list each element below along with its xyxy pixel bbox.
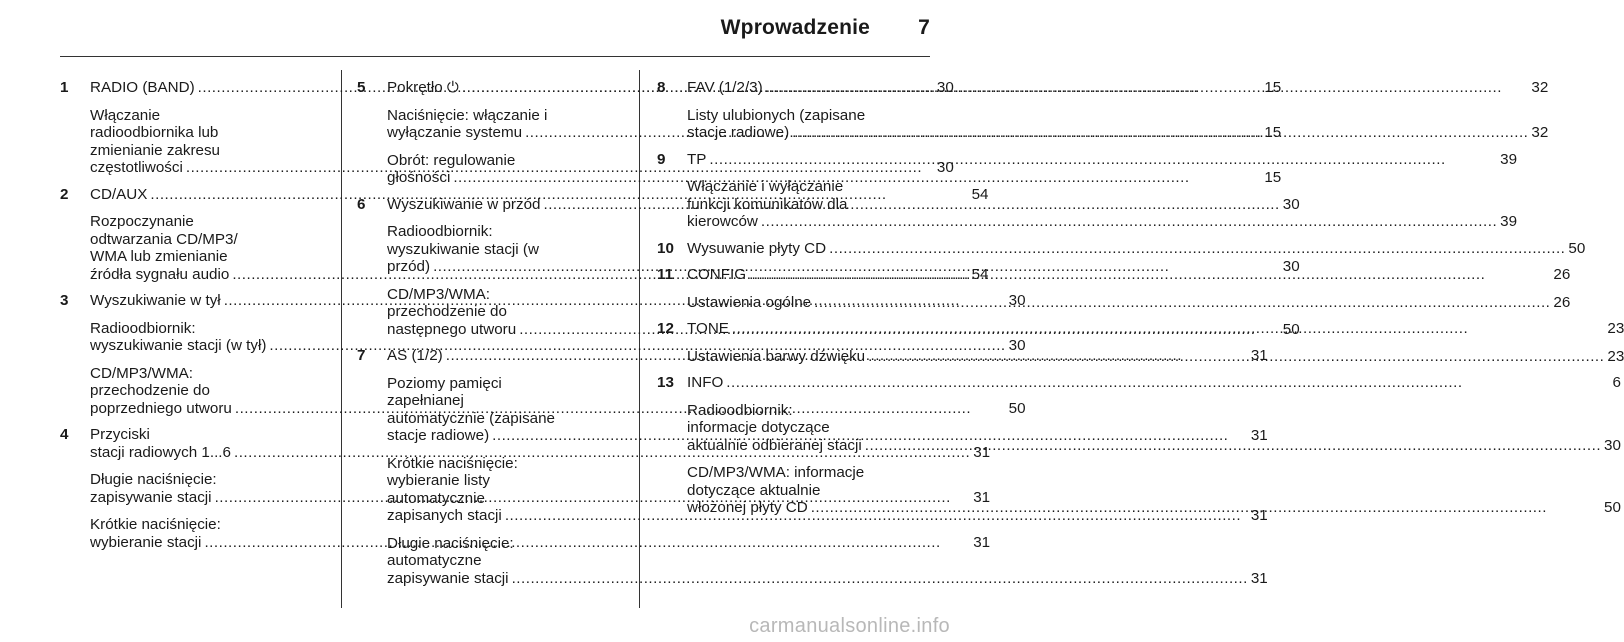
page-reference: 31 [1250,347,1268,364]
legend-label [687,79,1548,97]
legend-label [687,320,1624,338]
page-number: 7 [918,16,930,39]
text-line: zapełnianej [387,392,464,409]
reference-text: wybieranie stacji [90,533,202,551]
page-reference: 31 [1250,427,1268,444]
reference-line [687,320,1624,338]
reference-text: CD/AUX [90,185,148,203]
reference-text: zapisywanie stacji [387,569,509,587]
text-line: Rozpoczynanie [90,213,194,230]
reference-text: poprzedniego utworu [90,399,232,417]
legend-number: 1 [60,79,69,96]
page-reference: 30 [936,159,954,176]
reference-text: aktualnie odbieranej stacji [687,436,862,454]
legend-description [687,178,1517,231]
legend-number: 5 [357,79,366,96]
reference-line [687,437,1621,455]
reference-text: RADIO (BAND) [90,79,195,96]
reference-text: wyszukiwanie stacji (w tył) [90,337,267,354]
legend-description [687,294,1570,312]
text-line: Krótkie naciśnięcie: [90,516,221,533]
reference-text: CONFIG [687,266,747,283]
reference-text: TONE [687,320,729,337]
reference-text: FAV (1/2/3) [687,79,763,96]
legend-body [687,266,1570,311]
legend-label [687,240,1585,258]
page-reference: 30 [1008,292,1026,309]
header-divider [60,56,930,57]
page-reference: 30 [1604,436,1621,454]
page-reference: 30 [1282,195,1300,213]
page-reference: 50 [1604,499,1621,516]
reference-text: zapisywanie stacji [90,488,212,506]
legend-body [687,374,1621,517]
text-line: automatycznie [387,489,485,507]
text-line: Poziomy pamięci [387,374,502,392]
reference-text: włożonej płyty CD [687,499,808,516]
legend-label [687,151,1517,169]
text-line: informacje dotyczące [687,419,830,436]
legend-description [687,107,1548,142]
legend-number: 8 [657,79,666,96]
text-line: wyszukiwanie stacji (w [387,240,539,258]
page-reference: 54 [971,185,989,203]
reference-line [687,499,1621,517]
page-title: Wprowadzenie [720,16,871,39]
page-reference: 32 [1531,79,1549,96]
legend-label [687,374,1621,392]
text-line: automatycznie (zapisane [387,409,555,427]
dot-leader [761,213,1497,231]
text-line: przechodzenie do [387,303,507,320]
reference-text: przód) [387,258,431,275]
reference-text: stacje radiowe) [387,427,490,444]
dot-leader [865,437,1601,455]
reference-line [687,79,1548,97]
reference-line [687,294,1570,312]
legend-number: 6 [357,195,366,213]
dot-leader [829,240,1565,258]
legend-number: 3 [60,292,69,309]
page-reference: 50 [1568,239,1586,257]
reference-text: TP [687,150,707,168]
legend-number: 2 [60,185,69,203]
legend-number: 4 [60,426,69,443]
reference-text: następnego utworu [387,320,517,338]
legend-number: 11 [657,266,674,283]
legend-body [687,151,1517,231]
dot-leader [868,348,1604,366]
legend-entry [657,239,1586,258]
dot-leader [709,151,1497,169]
reference-text: Ustawienia ogólne [687,293,812,311]
page-reference: 23 [1607,320,1624,337]
text-line: Obrót: regulowanie [387,151,516,169]
legend-body [687,79,1548,142]
legend-number: 10 [657,239,674,257]
page-header [721,16,930,40]
page-reference: 31 [973,443,991,461]
page-reference: 30 [1282,258,1300,275]
text-line: Radioodbiornik: [90,319,196,337]
page-reference: 15 [1264,124,1282,141]
reference-text: Wysuwanie płyty CD [687,239,827,257]
page-reference: 23 [1607,347,1624,365]
text-line: Długie naciśnięcie: [387,534,514,552]
reference-text: zapisanych stacji [387,507,502,524]
reference-text: stacji radiowych 1...6 [90,443,231,461]
page-reference: 31 [1250,507,1268,524]
text-line: Radioodbiornik: [387,223,493,240]
dot-leader [512,570,1248,588]
reference-line [687,151,1517,169]
text-line: funkcji komunikatów dla [687,195,848,213]
page-reference: 26 [1553,293,1571,311]
text-line: zmienianie zakresu [90,141,220,159]
text-line: WMA lub zmienianie [90,248,228,265]
text-line: Przyciski [90,426,150,443]
reference-line [687,266,1570,284]
reference-text: źródła sygnału audio [90,265,230,283]
reference-line [687,374,1621,392]
reference-line [687,213,1517,231]
reference-line [387,570,1268,588]
page-reference: 39 [1500,213,1518,230]
reference-line [687,240,1585,258]
dot-leader [811,499,1601,517]
page-reference: 31 [1250,569,1268,587]
reference-text: głośności [387,169,451,186]
page-reference: 30 [1008,337,1026,354]
reference-text: INFO [687,374,724,391]
page-reference: 50 [1282,320,1300,338]
text-line: Naciśnięcie: włączanie i [387,106,548,124]
page-reference: 6 [1612,374,1621,391]
text-line: CD/MP3/WMA: informacje [687,464,865,481]
page-reference: 15 [1264,169,1282,186]
legend-description [687,464,1621,517]
legend-number: 7 [357,347,366,364]
text-line: Krótkie naciśnięcie: [387,454,518,472]
page-reference: 31 [973,488,991,506]
legend-body [687,320,1624,365]
text-line: radioodbiornika lub [90,124,219,141]
legend-number: 12 [657,320,674,337]
text-line: odtwarzania CD/MP3/ [90,230,238,248]
text-line: przechodzenie do [90,382,210,399]
text-line: Długie naciśnięcie: [90,471,217,488]
legend-body [687,240,1585,258]
dot-leader [732,320,1604,338]
dot-leader [814,294,1550,312]
reference-text: kierowców [687,213,758,230]
page-reference: 31 [973,533,991,551]
reference-text: wyłączanie systemu [387,124,523,141]
reference-text: Pokrętło ⏻ [387,79,459,96]
reference-text: Ustawienia barwy dźwięku [687,347,866,365]
text-line: wybieranie listy [387,472,490,489]
reference-text: Wyszukiwanie w tył [90,292,221,309]
legend-description [687,399,1621,455]
text-line: CD/MP3/WMA: [90,364,193,382]
reference-line [687,348,1624,366]
page-reference: 30 [936,79,954,96]
page-reference: 26 [1553,266,1571,283]
reference-text: Wyszukiwanie w przód [387,195,541,213]
reference-text: częstotliwości [90,159,183,176]
dot-leader [749,266,1550,284]
text-line: dotyczące aktualnie [687,481,821,499]
page-reference: 54 [971,265,989,283]
legend-number: 13 [657,374,674,391]
reference-line [687,124,1548,142]
dot-leader [792,124,1528,142]
text-line: CD/MP3/WMA: [387,285,490,303]
text-line: Radioodbiornik: [687,401,793,419]
legend-number: 9 [657,150,666,168]
page-reference: 32 [1531,124,1549,141]
reference-text: AS (1/2) [387,347,443,364]
dot-leader [726,374,1609,392]
legend-description [387,535,1268,588]
text-line: Włączanie i wyłączanie [687,178,844,195]
reference-text: stacje radiowe) [687,124,790,141]
text-line: Włączanie [90,106,161,124]
text-line: Listy ulubionych (zapisane [687,106,866,124]
dot-leader [766,79,1529,97]
text-line: automatyczne [387,552,482,569]
watermark: carmanualsonline.info [749,615,950,637]
page-reference: 15 [1264,79,1282,96]
page-reference: 39 [1500,150,1518,168]
page-reference: 50 [1008,399,1026,417]
legend-description [687,348,1624,366]
legend-label [687,266,1570,284]
